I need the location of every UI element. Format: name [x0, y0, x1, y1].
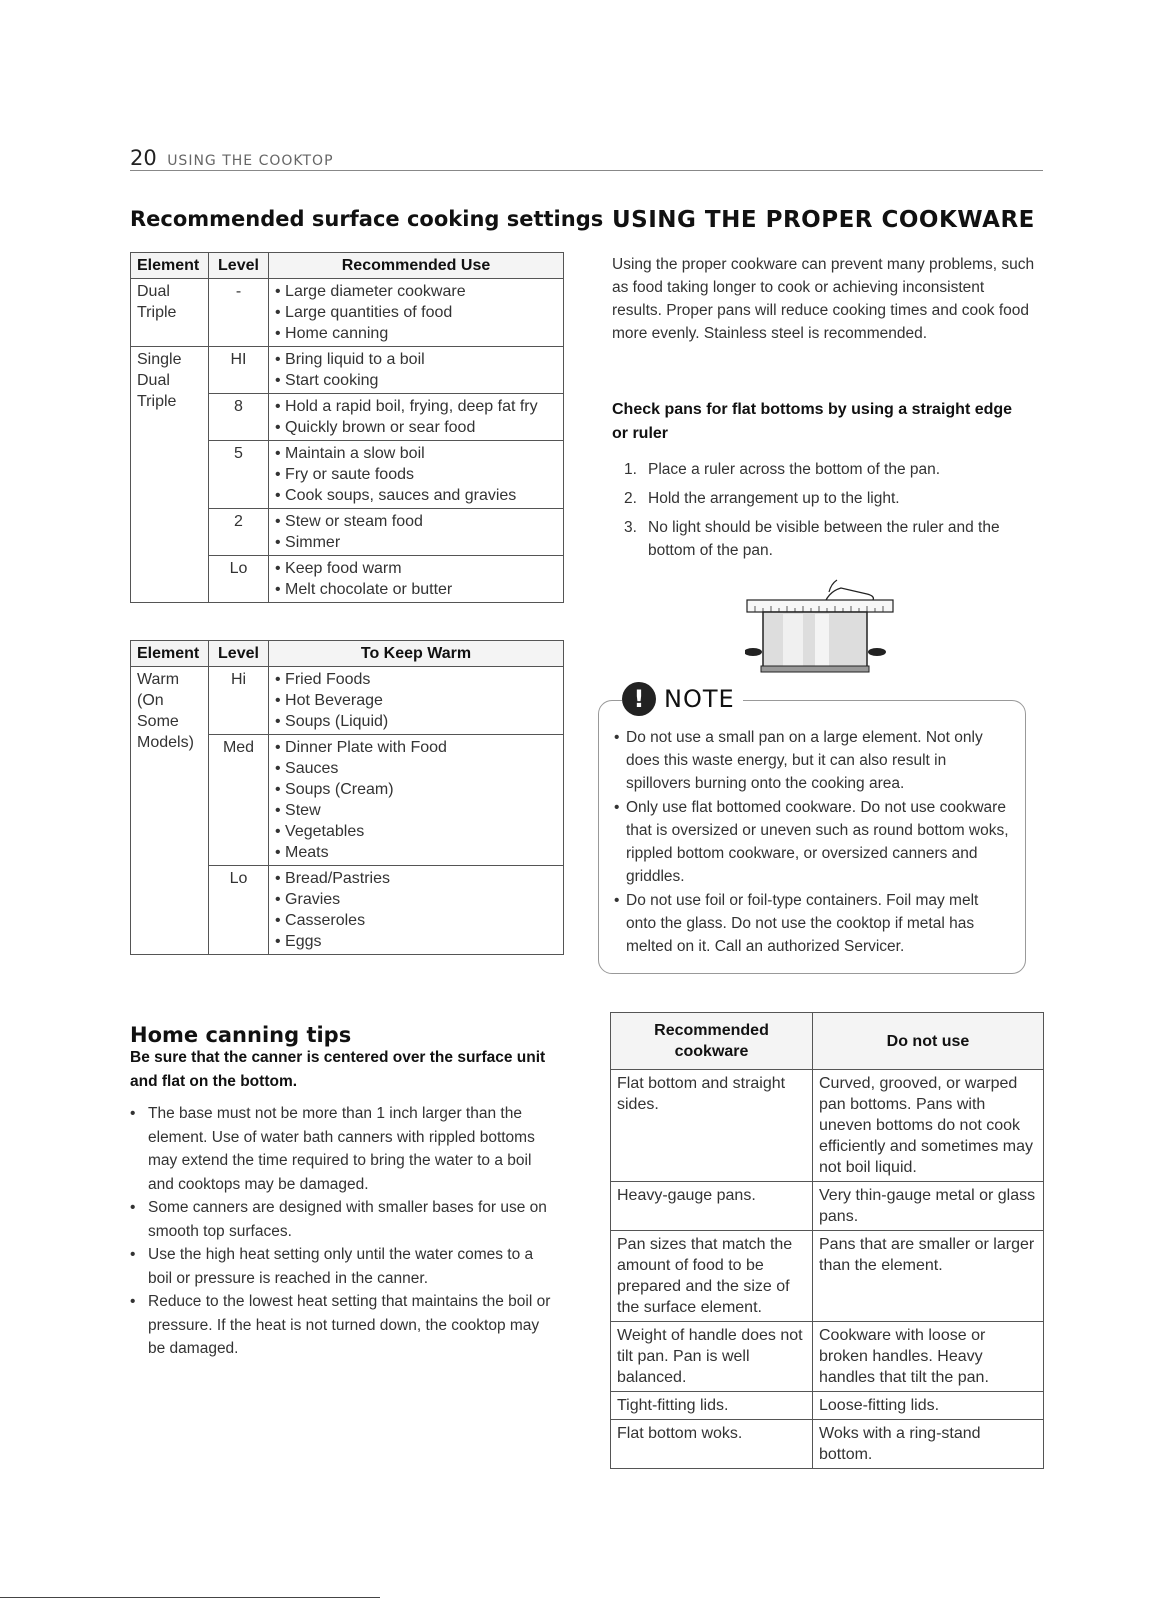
use-item: • Vegetables — [275, 823, 365, 840]
table-row — [611, 1420, 1044, 1469]
use-item: • Maintain a slow boil — [275, 445, 425, 462]
keep-warm-table — [130, 640, 564, 955]
page-header — [130, 146, 1043, 171]
list-item: • The base must not be more than 1 inch larger than the element. Use of water bath canners with rippled bottoms may extend the time required to bring the water to a boil and cooktops may be damaged. — [130, 1102, 555, 1196]
step-number: 2. — [624, 490, 637, 507]
table-row — [611, 1392, 1044, 1420]
use-item: • Hold a rapid boil, frying, deep fat fry — [275, 398, 538, 415]
use-item: • Keep food warm — [275, 560, 402, 577]
use-cell — [269, 667, 564, 735]
list-item: • Do not use a small pan on a large element. Not only does this waste energy, but it can also result in spillovers burning onto the cooking area. — [614, 726, 1010, 795]
table-row — [611, 1070, 1044, 1182]
col-header-level: Level — [209, 253, 269, 279]
canning-heading: Home canning tips — [130, 1023, 352, 1047]
list-item: • Only use flat bottomed cookware. Do not use cookware that is oversized or uneven such as round bottom woks, rippled bottom cookware, or oversized canners and griddles. — [614, 796, 1010, 888]
use-item: • Bread/Pastries — [275, 870, 390, 887]
table-cell: Heavy-gauge pans. — [611, 1182, 813, 1231]
table-cell: Pans that are smaller or larger than the element. — [813, 1231, 1044, 1322]
table-cell: Tight-fitting lids. — [611, 1392, 813, 1420]
step-number: 1. — [624, 461, 637, 478]
step-text: Place a ruler across the bottom of the pan. — [648, 461, 941, 478]
col-header-level: Level — [209, 641, 269, 667]
level-cell: 8 — [209, 394, 269, 441]
element-name: Dual — [137, 283, 170, 300]
use-item: • Meats — [275, 844, 329, 861]
use-cell — [269, 279, 564, 347]
warning-icon: ! — [622, 682, 656, 716]
table-row — [131, 667, 564, 735]
check-pans-heading: Check pans for flat bottoms by using a straight edge or ruler — [612, 401, 1013, 442]
use-item: • Bring liquid to a boil — [275, 351, 425, 368]
use-item: • Start cooking — [275, 372, 379, 389]
table-row — [131, 347, 564, 394]
col-header-do-not-use: Do not use — [813, 1013, 1044, 1070]
table-cell: Weight of handle does not tilt pan. Pan is well balanced. — [611, 1322, 813, 1392]
table-row — [611, 1182, 1044, 1231]
use-cell — [269, 441, 564, 509]
level-cell: Med — [209, 735, 269, 866]
element-name: Warm — [137, 671, 180, 688]
table-row — [611, 1322, 1044, 1392]
element-name: Models) — [137, 734, 194, 751]
use-item: • Gravies — [275, 891, 341, 908]
col-header-recommended: Recommended cookware — [611, 1013, 813, 1070]
use-item: • Stew — [275, 802, 321, 819]
table-cell: Flat bottom woks. — [611, 1420, 813, 1469]
table-row — [611, 1231, 1044, 1322]
table-cell: Woks with a ring-stand bottom. — [813, 1420, 1044, 1469]
element-cell — [131, 667, 209, 955]
use-item: • Simmer — [275, 534, 341, 551]
use-cell — [269, 866, 564, 955]
col-header-recommended-use: Recommended Use — [269, 253, 564, 279]
settings-table — [130, 252, 564, 603]
use-item: • Fried Foods — [275, 671, 371, 688]
canning-bold-instruction: Be sure that the canner is centered over the surface unit and flat on the bottom. — [130, 1049, 546, 1090]
steps-list — [612, 458, 1037, 562]
use-cell — [269, 347, 564, 394]
table-cell: Pan sizes that match the amount of food to be prepared and the size of the surface element. — [611, 1231, 813, 1322]
element-name: Some — [137, 713, 179, 730]
note-label: NOTE — [664, 685, 735, 713]
use-item: • Eggs — [275, 933, 322, 950]
level-cell: 2 — [209, 509, 269, 556]
use-item: • Sauces — [275, 760, 339, 777]
list-item — [612, 487, 1037, 510]
level-cell: - — [209, 279, 269, 347]
table-cell: Very thin-gauge metal or glass pans. — [813, 1182, 1044, 1231]
use-cell — [269, 509, 564, 556]
element-name: Triple — [137, 393, 177, 410]
element-name: (On — [137, 692, 164, 709]
pan-ruler-illustration — [745, 570, 895, 685]
element-name: Single — [137, 351, 182, 368]
col-header-element: Element — [131, 253, 209, 279]
use-cell — [269, 735, 564, 866]
canning-tips-list — [130, 1102, 555, 1361]
section-title: USING THE COOKTOP — [167, 153, 334, 169]
cookware-heading: USING THE PROPER COOKWARE — [612, 207, 1035, 233]
step-text: Hold the arrangement up to the light. — [648, 490, 900, 507]
table-cell: Flat bottom and straight sides. — [611, 1070, 813, 1182]
list-item: • Do not use foil or foil-type containers. Foil may melt onto the glass. Do not use the cooktop if metal has melted on it. Call an authorized Servicer. — [614, 889, 1010, 958]
use-cell — [269, 556, 564, 603]
element-name: Dual — [137, 372, 170, 389]
use-item: • Soups (Cream) — [275, 781, 394, 798]
table-cell: Cookware with loose or broken handles. Heavy handles that tilt the pan. — [813, 1322, 1044, 1392]
level-cell: HI — [209, 347, 269, 394]
use-item: • Soups (Liquid) — [275, 713, 389, 730]
list-item — [612, 516, 1037, 562]
step-number: 3. — [624, 519, 637, 536]
element-cell — [131, 279, 209, 347]
note-list — [614, 726, 1010, 959]
cookware-intro: Using the proper cookware can prevent many problems, such as food taking longer to cook or achieving inconsistent results. Proper pans will reduce cooking times and cook food more evenly. Stainless steel is recommended. — [612, 256, 1035, 342]
list-item — [612, 458, 1037, 481]
level-cell: Lo — [209, 556, 269, 603]
note-title — [622, 682, 743, 716]
page-number: 20 — [130, 146, 157, 170]
use-item: • Casseroles — [275, 912, 366, 929]
cookware-table — [610, 1012, 1044, 1469]
level-cell: Hi — [209, 667, 269, 735]
level-cell: 5 — [209, 441, 269, 509]
bottom-rule — [0, 1597, 380, 1598]
use-item: • Melt chocolate or butter — [275, 581, 453, 598]
table-cell: Curved, grooved, or warped pan bottoms. Pans with uneven bottoms do not cook efficiently and sometimes may not boil liquid. — [813, 1070, 1044, 1182]
use-item: • Dinner Plate with Food — [275, 739, 447, 756]
use-item: • Hot Beverage — [275, 692, 383, 709]
element-cell — [131, 347, 209, 603]
use-item: • Quickly brown or sear food — [275, 419, 476, 436]
list-item: • Reduce to the lowest heat setting that maintains the boil or pressure. If the heat is not turned down, the cooktop may be damaged. — [130, 1290, 555, 1361]
use-item: • Stew or steam food — [275, 513, 423, 530]
list-item: • Use the high heat setting only until the water comes to a boil or pressure is reached in the canner. — [130, 1243, 555, 1290]
col-header-keep-warm: To Keep Warm — [269, 641, 564, 667]
use-item: • Fry or saute foods — [275, 466, 414, 483]
use-item: • Cook soups, sauces and gravies — [275, 487, 517, 504]
table-row — [131, 279, 564, 347]
level-cell: Lo — [209, 866, 269, 955]
list-item: • Some canners are designed with smaller bases for use on smooth top surfaces. — [130, 1196, 555, 1243]
step-text: No light should be visible between the ruler and the bottom of the pan. — [648, 519, 1000, 559]
element-name: Triple — [137, 304, 177, 321]
table-cell: Loose-fitting lids. — [813, 1392, 1044, 1420]
use-cell — [269, 394, 564, 441]
settings-heading: Recommended surface cooking settings — [130, 207, 604, 231]
use-item: • Home canning — [275, 325, 389, 342]
col-header-element: Element — [131, 641, 209, 667]
use-item: • Large quantities of food — [275, 304, 453, 321]
use-item: • Large diameter cookware — [275, 283, 466, 300]
